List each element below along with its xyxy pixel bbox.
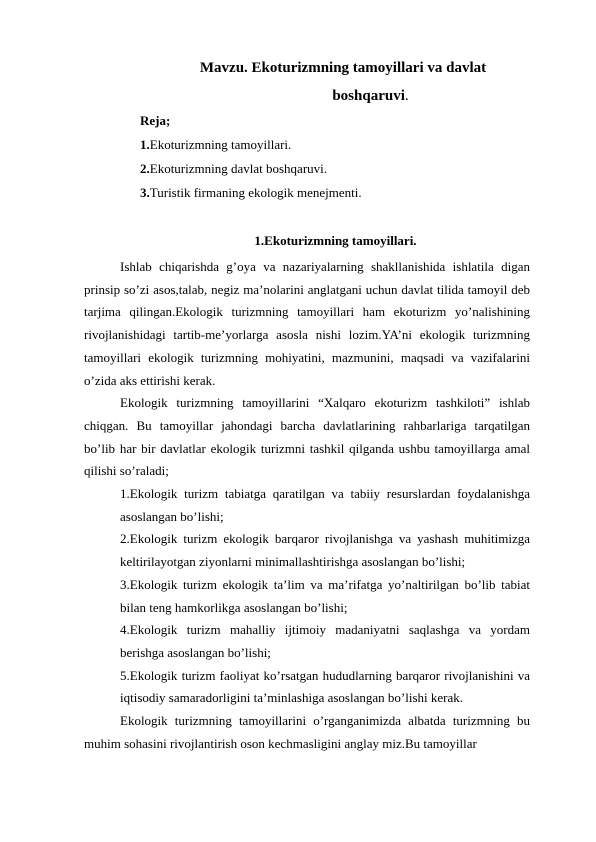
title-line-2-text: boshqaruvi bbox=[332, 88, 405, 104]
plan-item-1 bbox=[140, 136, 291, 154]
plan-item-2 bbox=[140, 160, 327, 178]
list-item: 2.Ekologik turizm ekologik barqaror rivojlanishga va yashash muhitimizga keltirilayotgan ziyonlarni minimallashtirishga asoslangan bo’lishi; bbox=[120, 531, 530, 570]
list-item: 4.Ekologik turizm mahalliy ijtimoiy madaniyatni saqlashga va yordam berishga asoslangan bo’lishi; bbox=[120, 622, 530, 660]
paragraph-2: Ekologik turizmning tamoyillarini “Xalqaro ekoturizm tashkiloti” ishlab chiqgan. Bu tamoyillar jahondagi barcha davlatlarining rahbarlariga tarqatilgan bo’lib har bir davlatlar ekologik turizmni tashkil qilganda ushbu tamoyillarga amal qilishi so’raladi; bbox=[84, 395, 530, 479]
plan-item-num: 1. bbox=[140, 137, 150, 152]
paragraph-final: Ekologik turizmning tamoyillarini o’rganganimizda albatda turizmning bu muhim sohasini rivojlantirish oson kechmasligini anglay miz.Bu tamoyillar bbox=[84, 713, 530, 751]
plan-item-text: Ekoturizmning davlat boshqaruvi. bbox=[149, 161, 328, 176]
title-dot: . bbox=[404, 88, 409, 104]
body-text bbox=[84, 256, 530, 755]
list-item: 5.Ekologik turizm faoliyat ko’rsatgan hududlarning barqaror rivojlanishini va iqtisodiy samaradorligini ta’minlashiga asoslangan bo’lishi kerak. bbox=[120, 667, 530, 706]
paragraph-1: Ishlab chiqarishda g’oya va nazariyalarning shakllanishida ishlatila digan prinsip so’zi asos,talab, negiz ma’nolarini anglatgani uchun davlat tilida tamoyil deb tarjima qilingan.Ekologik turizmning tamoyillari ham ekoturizm yo’nalishining rivojlanishidagi tartib-me’yorlarga asosla nishi lozim.YA’ni ekologik turizmning tamoyillari ekologik turizmning mohiyatini, mazmunini, maqsadi va vazifalarini o’zida aks ettirishi kerak. bbox=[84, 259, 530, 388]
list-item: 1.Ekologik turizm tabiatga qaratilgan va tabiiy resurslardan foydalanishga asoslangan bo’lishi; bbox=[120, 486, 530, 524]
title-line-1: Mavzu. Ekoturizmning tamoyillari va davlat bbox=[199, 60, 487, 76]
section-title: 1.Ekoturizmning tamoyillari. bbox=[254, 233, 417, 248]
plan-item-text: Ekoturizmning tamoyillari. bbox=[149, 137, 292, 152]
plan-item-3 bbox=[140, 184, 362, 202]
plan-item-text: Turistik firmaning ekologik menejmenti. bbox=[149, 185, 362, 200]
plan-item-num: 3. bbox=[140, 185, 150, 200]
title-line-2 bbox=[0, 85, 596, 107]
plan-item-num: 2. bbox=[140, 161, 150, 176]
list-item: 3.Ekologik turizm ekologik ta’lim va ma’rifatga yo’naltirilgan bo’lib tabiat bilan teng hamkorlikga asoslangan bo’lishi; bbox=[120, 576, 530, 615]
plan-heading bbox=[140, 112, 170, 130]
plan-heading-text: Reja; bbox=[140, 113, 171, 128]
